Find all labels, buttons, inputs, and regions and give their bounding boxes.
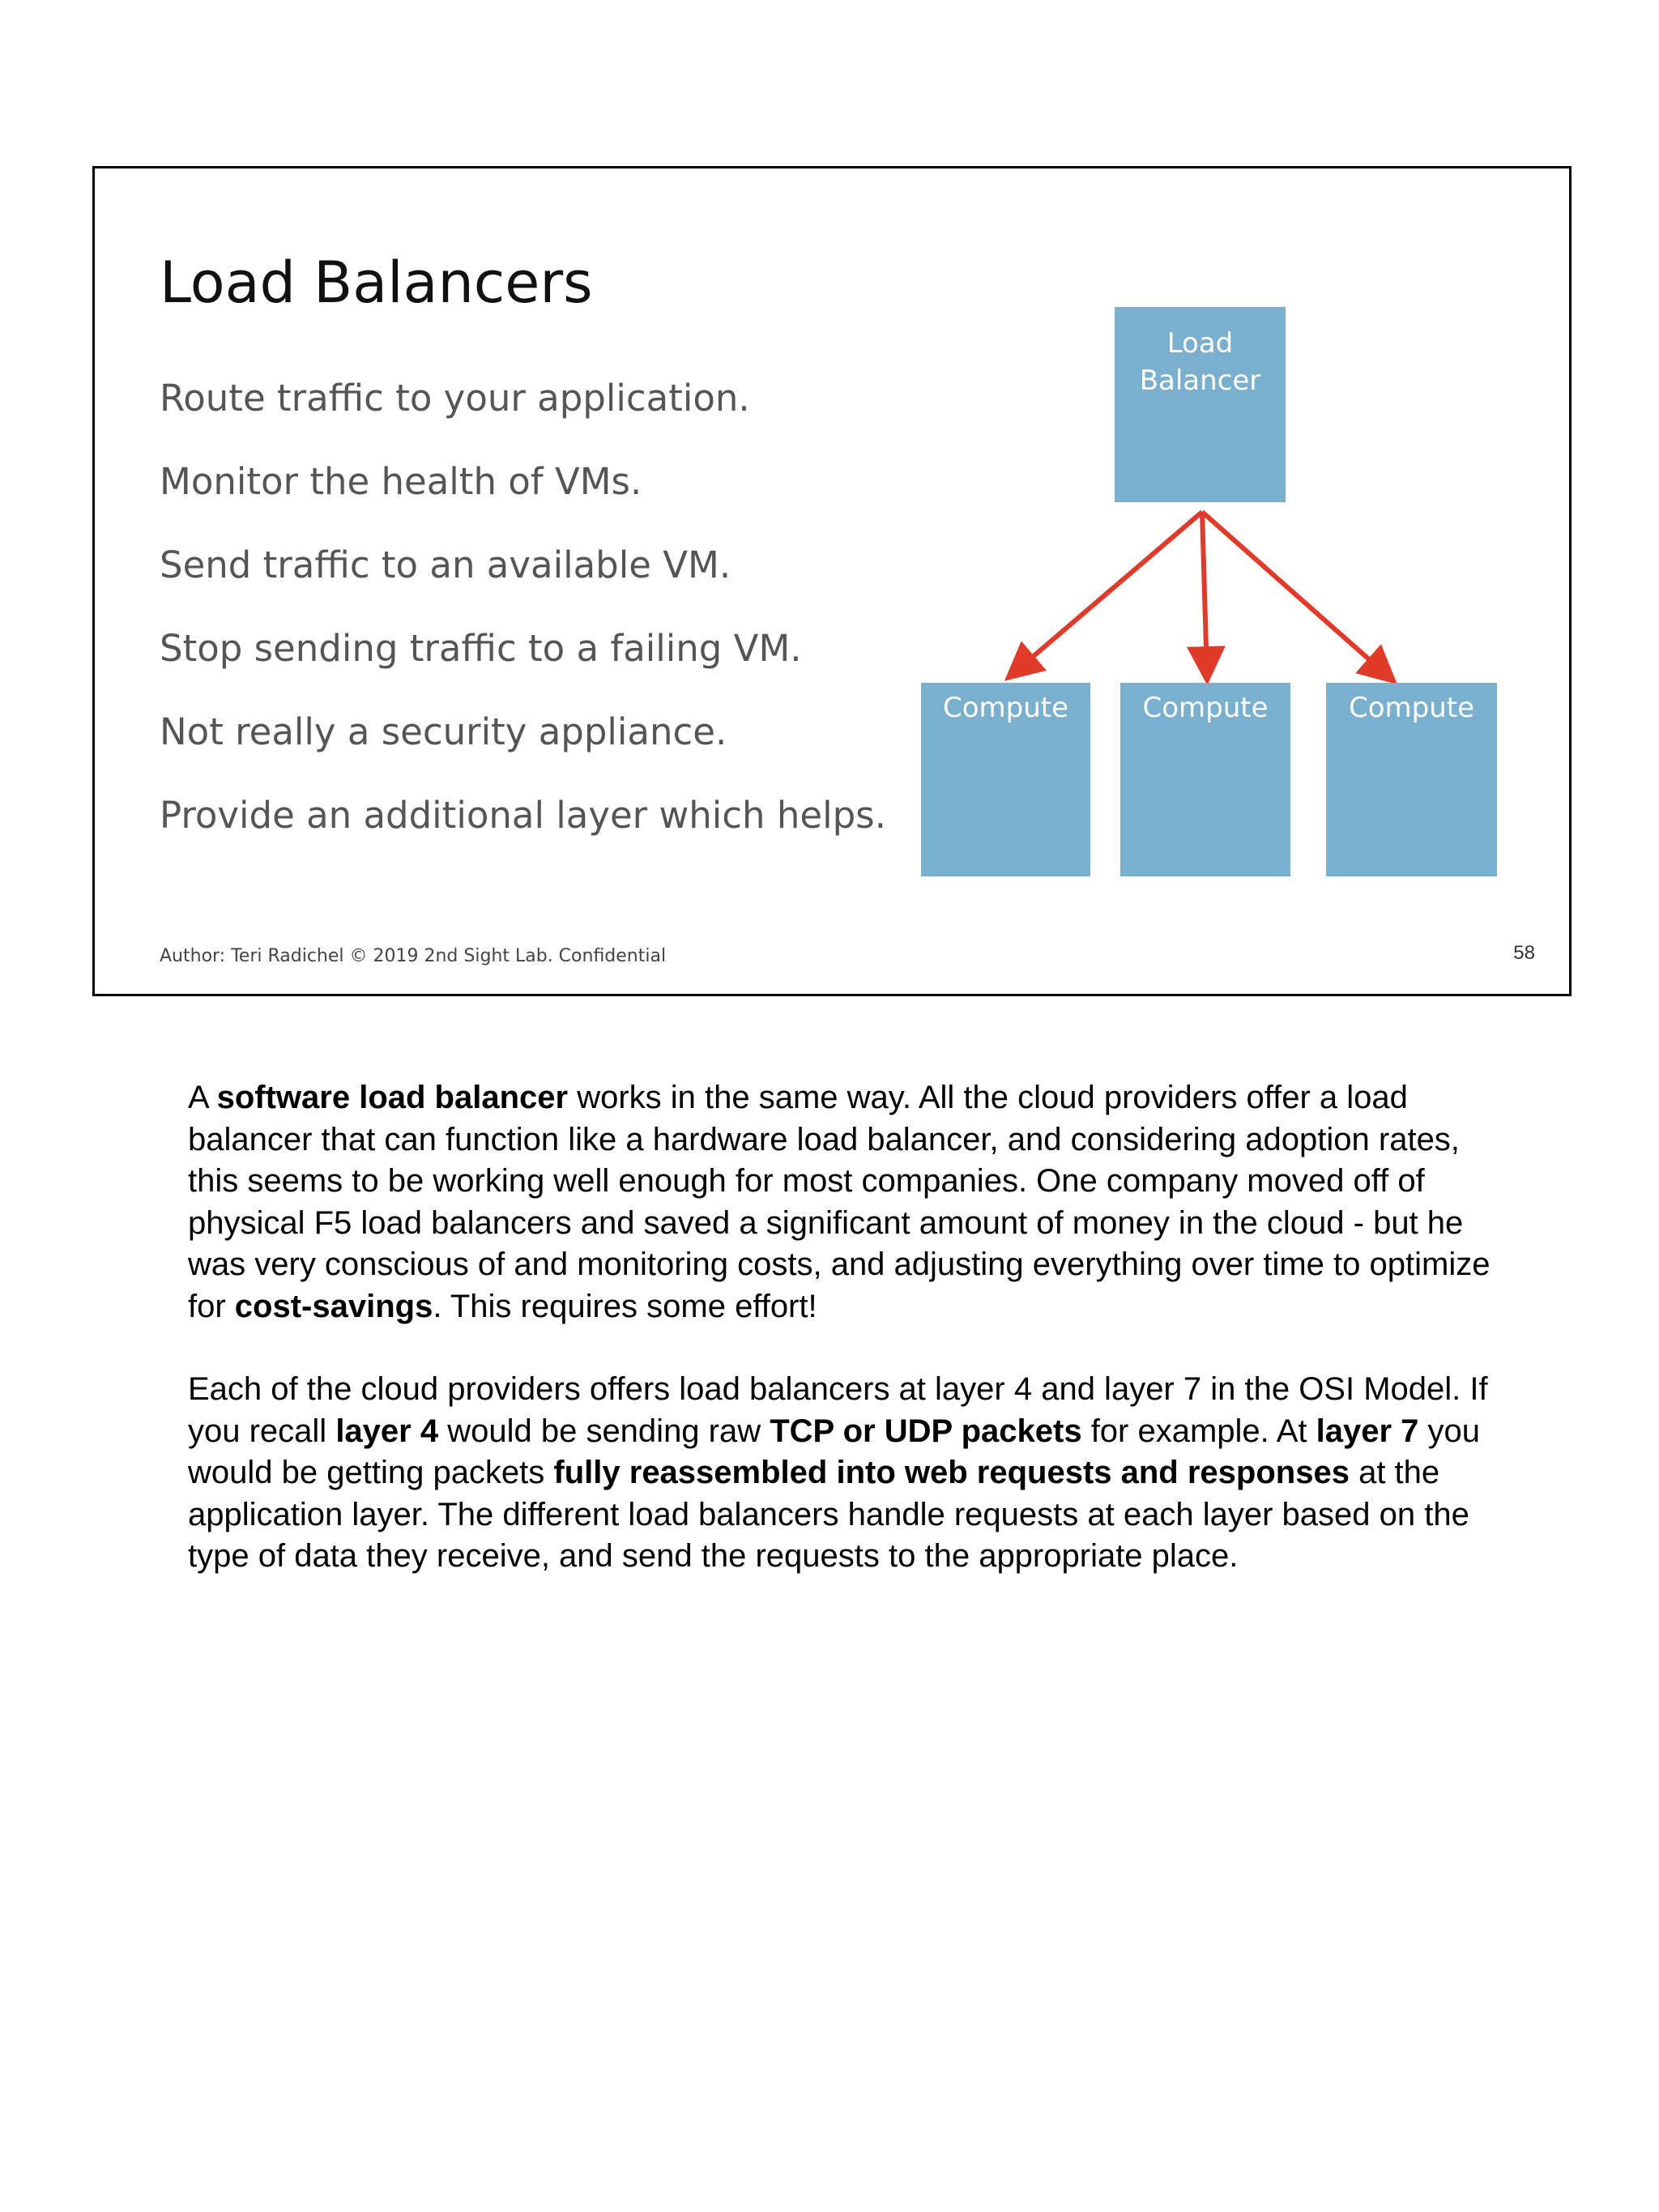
arrow-to-compute-2 [1202,512,1207,676]
bullet-item: Not really a security appliance. [160,710,727,753]
page-number: 58 [1513,942,1535,964]
bullet-item: Provide an additional layer which helps. [160,794,886,837]
emphasis-text: layer 4 [335,1413,439,1449]
author-footer: Author: Teri Radichel © 2019 2nd Sight Lab. Confidential [160,946,667,966]
load-balancer-label-line1: Load [1166,327,1234,360]
compute-label-1: Compute [942,692,1069,724]
emphasis-text: software load balancer [216,1080,569,1115]
load-balancer-diagram [95,168,1569,994]
emphasis-text: layer 7 [1316,1413,1419,1449]
arrow-to-compute-1 [1012,512,1202,675]
bullet-item: Stop sending traffic to a failing VM. [160,627,802,670]
compute-label-3: Compute [1348,692,1475,724]
speaker-notes [188,1077,1516,1619]
notes-paragraph-2: Each of the cloud providers offers load balancers at layer 4 and layer 7 in the OSI Model. If you recall layer 4 would be sending raw TCP or UDP packets for example. At layer 7 you would be getting packets fully reassembled into web requests and responses at the application layer. The different load balancers handle requests at each layer based on the type of data they receive, and send the requests to the appropriate place. [188,1371,1488,1574]
slide-title: Load Balancers [160,249,593,316]
bullet-item: Route traffic to your application. [160,377,750,420]
arrow-to-compute-3 [1202,512,1390,678]
bullet-item: Monitor the health of VMs. [160,460,642,503]
bullet-item: Send traffic to an available VM. [160,543,731,586]
compute-label-2: Compute [1142,692,1269,724]
emphasis-text: cost-savings [234,1288,433,1324]
notes-paragraph-1: A software load balancer works in the same way. All the cloud providers offer a load balancer that can function like a hardware load balancer, and considering adoption rates, this seems to be working well enough for most companies. One company moved off of physical F5 load balancers and saved a significant amount of money in the cloud - but he was very conscious of and monitoring costs, and adjusting everything over time to optimize for cost-savings. This requires some effort! [188,1080,1491,1324]
emphasis-text: TCP or UDP packets [770,1413,1082,1449]
emphasis-text: fully reassembled into web requests and responses [553,1455,1350,1490]
slide-frame [92,166,1572,996]
load-balancer-label-line2: Balancer [1139,364,1261,397]
